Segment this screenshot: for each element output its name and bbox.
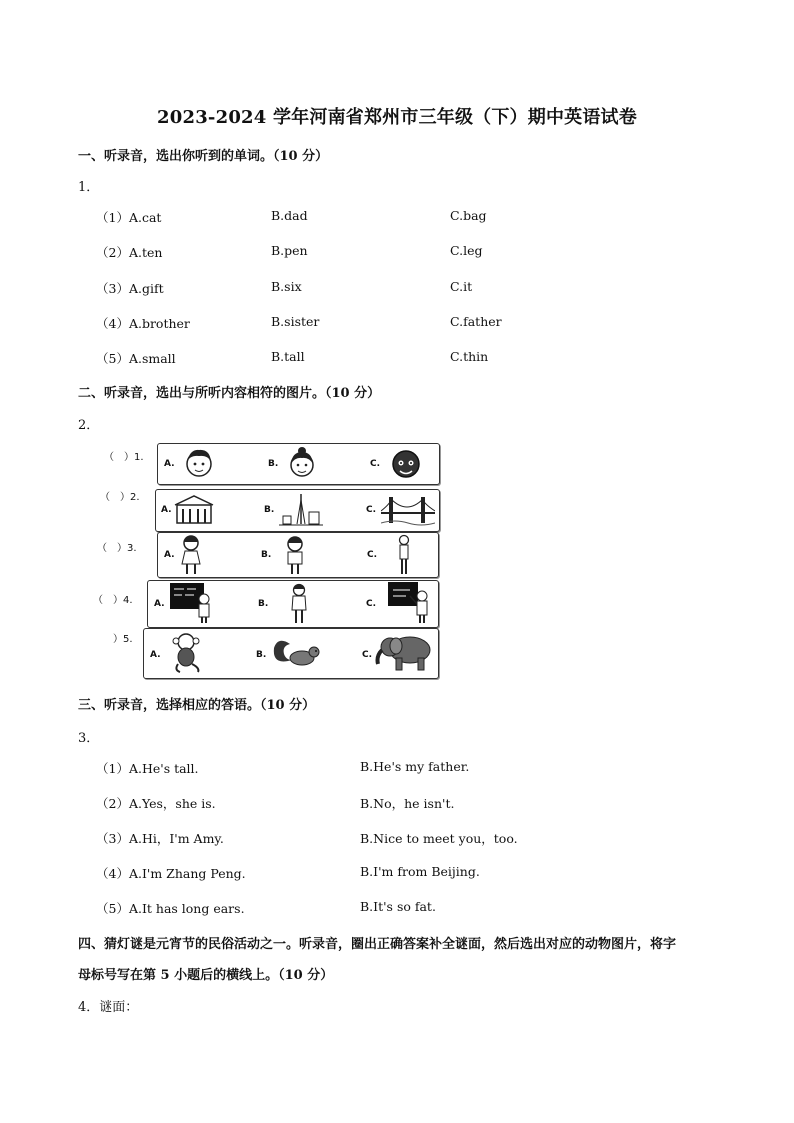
- girl-standing-icon: [176, 534, 206, 576]
- q2-row3-label-b: B.: [261, 550, 272, 560]
- q3-5-option-a: （5）A.It has long ears.: [96, 901, 245, 916]
- tall-man-icon: [394, 534, 414, 576]
- q3-4-option-a: （4）A.I'm Zhang Peng.: [96, 866, 246, 881]
- q1-2-option-c: C.leg: [450, 243, 483, 258]
- q1-3-option-c: C.it: [450, 279, 473, 294]
- section-4-heading-line1: 四、猜灯谜是元宵节的民俗活动之一。听录音，圈出正确答案补全谜面，然后选出对应的动物图片，将字: [78, 937, 677, 952]
- q2-number: 2．: [78, 418, 100, 433]
- q2-row2-label-b: B.: [264, 505, 275, 515]
- q1-4-option-a: （4）A.brother: [96, 316, 190, 331]
- q1-1-option-a: （1）A.cat: [96, 210, 162, 225]
- q1-4-option-c: C.father: [450, 314, 502, 329]
- q1-5-option-c: C.thin: [450, 349, 489, 364]
- q2-row2-label-a: A.: [161, 505, 172, 515]
- q2-row2-label-c: C.: [366, 505, 377, 515]
- q2-row4-panel: [147, 580, 439, 628]
- tower-skyline-icon: [279, 492, 323, 528]
- boy-dark-face-icon: [386, 445, 426, 483]
- q3-3-option-b: B.Nice to meet you，too.: [360, 831, 518, 846]
- q1-4-option-b: B.sister: [271, 314, 320, 329]
- q2-row4-label-c: C.: [366, 599, 377, 609]
- q1-1-option-c: C.bag: [450, 208, 487, 223]
- q2-row5-panel: [143, 628, 439, 679]
- q4-prompt: 4．谜面：: [78, 1000, 139, 1015]
- q1-3-option-a: （3）A.gift: [96, 281, 164, 296]
- city-building-icon: [173, 493, 215, 527]
- q3-1-option-a: （1）A.He's tall.: [96, 761, 199, 776]
- q1-number: 1．: [78, 180, 100, 195]
- q2-row2-panel: [155, 489, 440, 532]
- q3-4-option-b: B.I'm from Beijing.: [360, 864, 480, 879]
- squirrel-icon: [268, 636, 320, 670]
- q3-5-option-b: B.It's so fat.: [360, 899, 436, 914]
- girl-face-icon: [283, 446, 321, 482]
- q1-2-option-a: （2）A.ten: [96, 245, 163, 260]
- section-3-heading: 三、听录音，选择相应的答语。（10 分）: [78, 698, 316, 713]
- q3-3-option-a: （3）A.Hi，I'm Amy.: [96, 831, 224, 846]
- page-title: 2023-2024 学年河南省郑州市三年级（下）期中英语试卷: [157, 107, 637, 128]
- q3-2-option-a: （2）A.Yes，she is.: [96, 796, 216, 811]
- q2-row4-label-b: B.: [258, 599, 269, 609]
- section-1-heading: 一、听录音，选出你听到的单词。（10 分）: [78, 149, 329, 164]
- q2-row2-blank: （ ）2.: [100, 492, 140, 503]
- q2-row1-label-c: C.: [370, 459, 381, 469]
- q2-row1-panel: [157, 443, 440, 485]
- section-2-heading: 二、听录音，选出与所听内容相符的图片。（10 分）: [78, 386, 381, 401]
- q3-2-option-b: B.No，he isn't.: [360, 796, 455, 811]
- q2-row3-panel: [157, 532, 439, 578]
- teacher-pointing-icon: [388, 582, 434, 624]
- q2-row3-label-c: C.: [367, 550, 378, 560]
- q2-row4-blank: （ ）4.: [93, 595, 133, 606]
- q1-1-option-b: B.dad: [271, 208, 308, 223]
- q1-3-option-b: B.six: [271, 279, 302, 294]
- q2-row3-blank: （ ）3.: [97, 543, 137, 554]
- q3-number: 3．: [78, 731, 100, 746]
- q2-row5-blank: ）5.: [113, 634, 133, 645]
- q2-row5-label-c: C.: [362, 650, 373, 660]
- elephant-icon: [374, 632, 436, 674]
- q2-row5-label-a: A.: [150, 650, 161, 660]
- boy-standing-icon: [280, 534, 310, 576]
- q2-row4-label-a: A.: [154, 599, 165, 609]
- section-4-heading-line2: 母标号写在第 5 小题后的横线上。（10 分）: [78, 968, 334, 983]
- student-standing-icon: [288, 583, 310, 625]
- q1-2-option-b: B.pen: [271, 243, 308, 258]
- teacher-blackboard-icon: [170, 583, 216, 623]
- q1-5-option-b: B.tall: [271, 349, 305, 364]
- q2-row5-label-b: B.: [256, 650, 267, 660]
- monkey-icon: [170, 632, 204, 674]
- q2-row3-label-a: A.: [164, 550, 175, 560]
- q2-row1-label-a: A.: [164, 459, 175, 469]
- q2-row1-blank: （ ）1.: [104, 452, 144, 463]
- q3-1-option-b: B.He's my father.: [360, 759, 470, 774]
- q1-5-option-a: （5）A.small: [96, 351, 176, 366]
- boy-face-icon: [180, 446, 218, 482]
- q2-row1-label-b: B.: [268, 459, 279, 469]
- bridge-icon: [381, 493, 435, 527]
